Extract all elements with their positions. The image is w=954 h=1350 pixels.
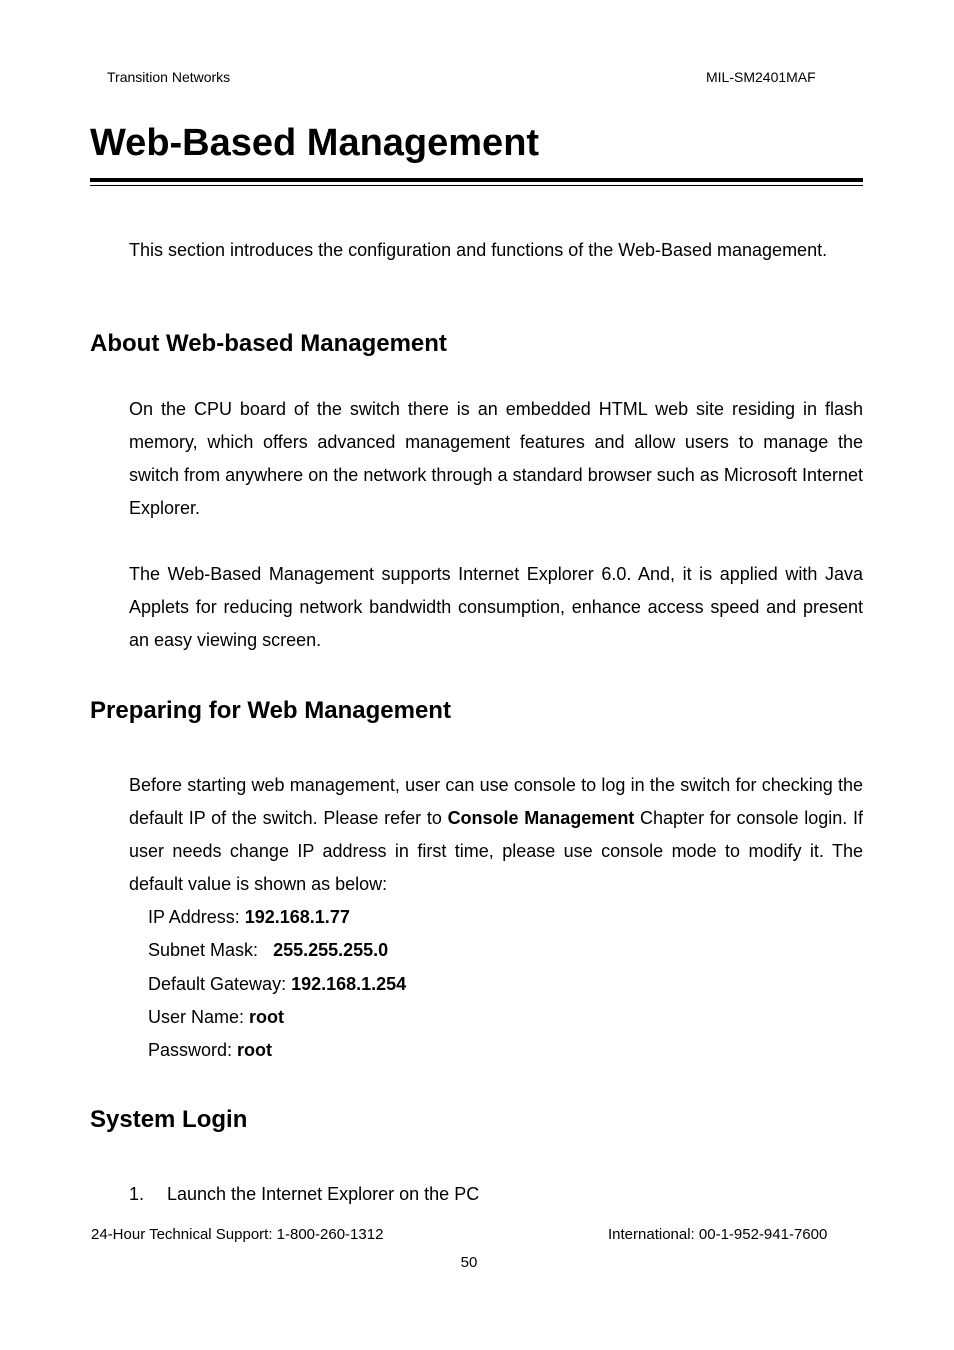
default-value: root [249, 1007, 285, 1027]
default-gateway [148, 974, 406, 995]
preparing-text-after: Chapter for console login. If user needs change IP address in first time, please use console mode to modify it. The default value is shown as below: [129, 808, 864, 894]
page-title: Web-Based Management [90, 122, 540, 164]
default-password [148, 1040, 272, 1061]
header-model: MIL-SM2401MAF [706, 69, 816, 85]
default-label: Subnet Mask: [148, 940, 274, 960]
default-value: 192.168.1.254 [291, 974, 407, 994]
default-value: 255.255.255.0 [273, 940, 389, 960]
default-label: User Name: [148, 1007, 250, 1027]
page-number: 50 [460, 1254, 478, 1271]
title-rule-thin [90, 185, 863, 186]
preparing-paragraph [129, 769, 863, 901]
title-rule-thick [90, 178, 863, 182]
heading-preparing: Preparing for Web Management [90, 697, 451, 724]
default-value: root [237, 1040, 273, 1060]
preparing-text-before: Before starting web management, user can use console to log in the switch for checking the default IP of the switch. Please refer to [129, 775, 863, 828]
login-step-number: 1. [129, 1184, 145, 1204]
default-label: Default Gateway: [148, 974, 292, 994]
intro-paragraph: This section introduces the configuration and functions of the Web-Based management. [129, 240, 828, 260]
about-paragraph-2: The Web-Based Management supports Internet Explorer 6.0. And, it is applied with Java Applets for reducing network bandwidth consumption, enhance access speed and present an easy viewing screen. [129, 564, 863, 650]
about-paragraph-1: On the CPU board of the switch there is an embedded HTML web site residing in flash memory, which offers advanced management features and allow users to manage the switch from anywhere on the network through a standard browser such as Microsoft Internet Explorer. [129, 399, 863, 518]
default-label: IP Address: [148, 907, 245, 927]
heading-about: About Web-based Management [90, 330, 447, 357]
default-ip-address [148, 907, 350, 928]
footer-support: 24-Hour Technical Support: 1-800-260-1312 [91, 1226, 384, 1243]
login-step-text: Launch the Internet Explorer on the PC [167, 1184, 480, 1204]
default-label: Password: [148, 1040, 238, 1060]
default-subnet-mask [148, 940, 388, 961]
heading-system-login: System Login [90, 1106, 248, 1133]
default-user-name [148, 1007, 284, 1028]
header-company: Transition Networks [107, 69, 231, 85]
default-value: 192.168.1.77 [244, 907, 350, 927]
footer-international: International: 00-1-952-941-7600 [608, 1226, 828, 1243]
console-management-ref: Console Management [447, 808, 635, 828]
